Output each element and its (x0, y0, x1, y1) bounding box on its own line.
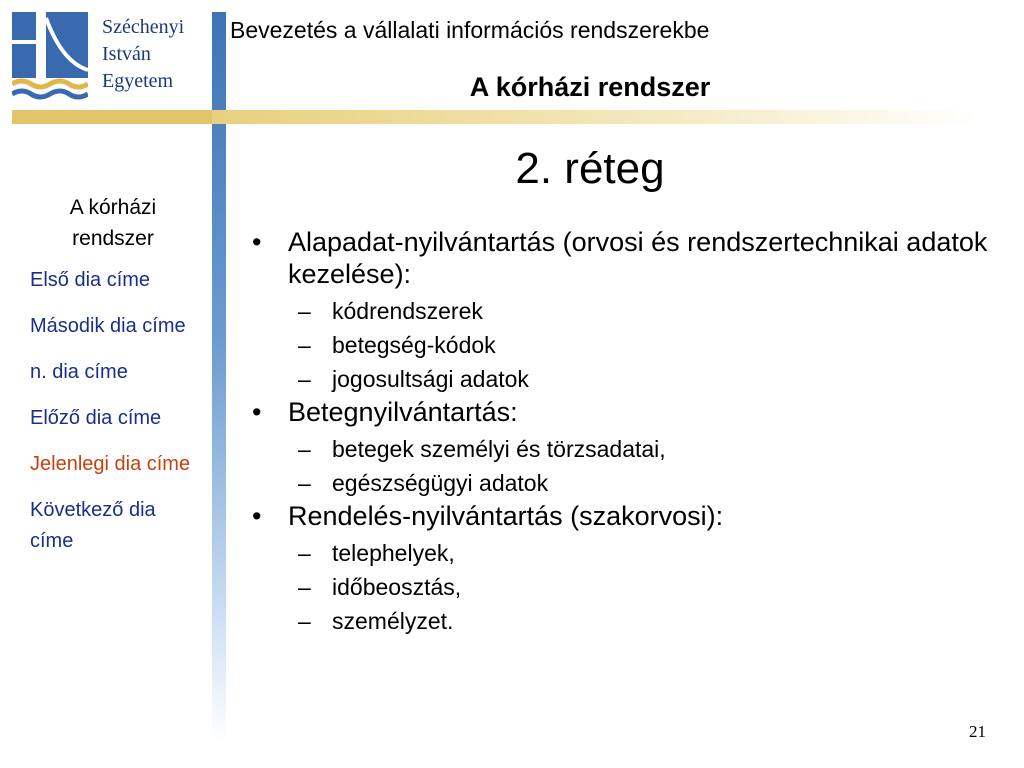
bullet-text: Rendelés-nyilvántartás (szakorvosi): (288, 501, 724, 531)
nav-link-next-slide[interactable]: Következő dia címe (30, 499, 156, 552)
nav-link-previous-slide[interactable]: Előző dia címe (30, 407, 162, 429)
sub-item-text: személyzet. (332, 608, 454, 634)
section-title: A kórházi rendszer (469, 72, 711, 102)
sub-item-text: időbeosztás, (332, 574, 462, 600)
bullet-item (250, 396, 990, 428)
sub-item-text: egészségügyi adatok (332, 470, 549, 496)
slide-title: 2. réteg (515, 144, 665, 193)
bullet-dot-icon: • (252, 227, 262, 257)
sub-item (250, 570, 990, 604)
nav-link-first-slide[interactable]: Első dia címe (30, 269, 151, 291)
horizontal-header-bar-left (12, 110, 212, 124)
course-title: Bevezetés a vállalati információs rendszerekbe (230, 17, 710, 43)
sidebar-heading-line-2: rendszer (72, 227, 154, 250)
nav-link-second-slide[interactable]: Második dia címe (30, 315, 186, 337)
sidebar-heading-line-1: A kórházi (69, 196, 157, 219)
dash-icon: – (298, 332, 311, 358)
dash-icon: – (298, 366, 311, 392)
bridge-logo-icon (12, 12, 88, 102)
sub-item-text: betegek személyi és törzsadatai, (332, 436, 666, 462)
university-name (102, 14, 212, 95)
university-logo (12, 12, 88, 102)
sub-item (250, 604, 990, 638)
sub-item (250, 536, 990, 570)
sub-item (250, 432, 990, 466)
dash-icon: – (298, 540, 311, 566)
sidebar-heading (18, 192, 208, 254)
sub-item-text: telephelyek, (332, 540, 455, 566)
dash-icon: – (298, 470, 311, 496)
university-name-line-2: István (102, 43, 151, 65)
bullet-item (250, 500, 990, 532)
sub-item (250, 466, 990, 500)
bullet-dot-icon: • (252, 501, 262, 531)
dash-icon: – (298, 298, 311, 324)
nav-link-nth-slide[interactable]: n. dia címe (30, 361, 128, 383)
page-number: 21 (969, 722, 986, 741)
sub-item (250, 294, 990, 328)
sub-item-text: betegség-kódok (332, 332, 496, 358)
university-name-line-1: Széchenyi (102, 16, 185, 38)
bullet-text: Alapadat-nyilvántartás (orvosi és rendszertechnikai adatok kezelése): (288, 227, 988, 289)
sidebar-navigation (18, 192, 208, 572)
nav-link-current-slide[interactable]: Jelenlegi dia címe (30, 453, 191, 475)
slide-content (250, 226, 990, 638)
bullet-item (250, 226, 990, 290)
university-name-line-3: Egyetem (102, 70, 174, 92)
dash-icon: – (298, 574, 311, 600)
sub-item (250, 328, 990, 362)
bullet-dot-icon: • (252, 397, 262, 427)
sub-item (250, 362, 990, 396)
dash-icon: – (298, 436, 311, 462)
bullet-text: Betegnyilvántartás: (288, 397, 518, 427)
dash-icon: – (298, 608, 311, 634)
sub-item-text: kódrendszerek (332, 298, 483, 324)
sub-item-text: jogosultsági adatok (332, 366, 529, 392)
